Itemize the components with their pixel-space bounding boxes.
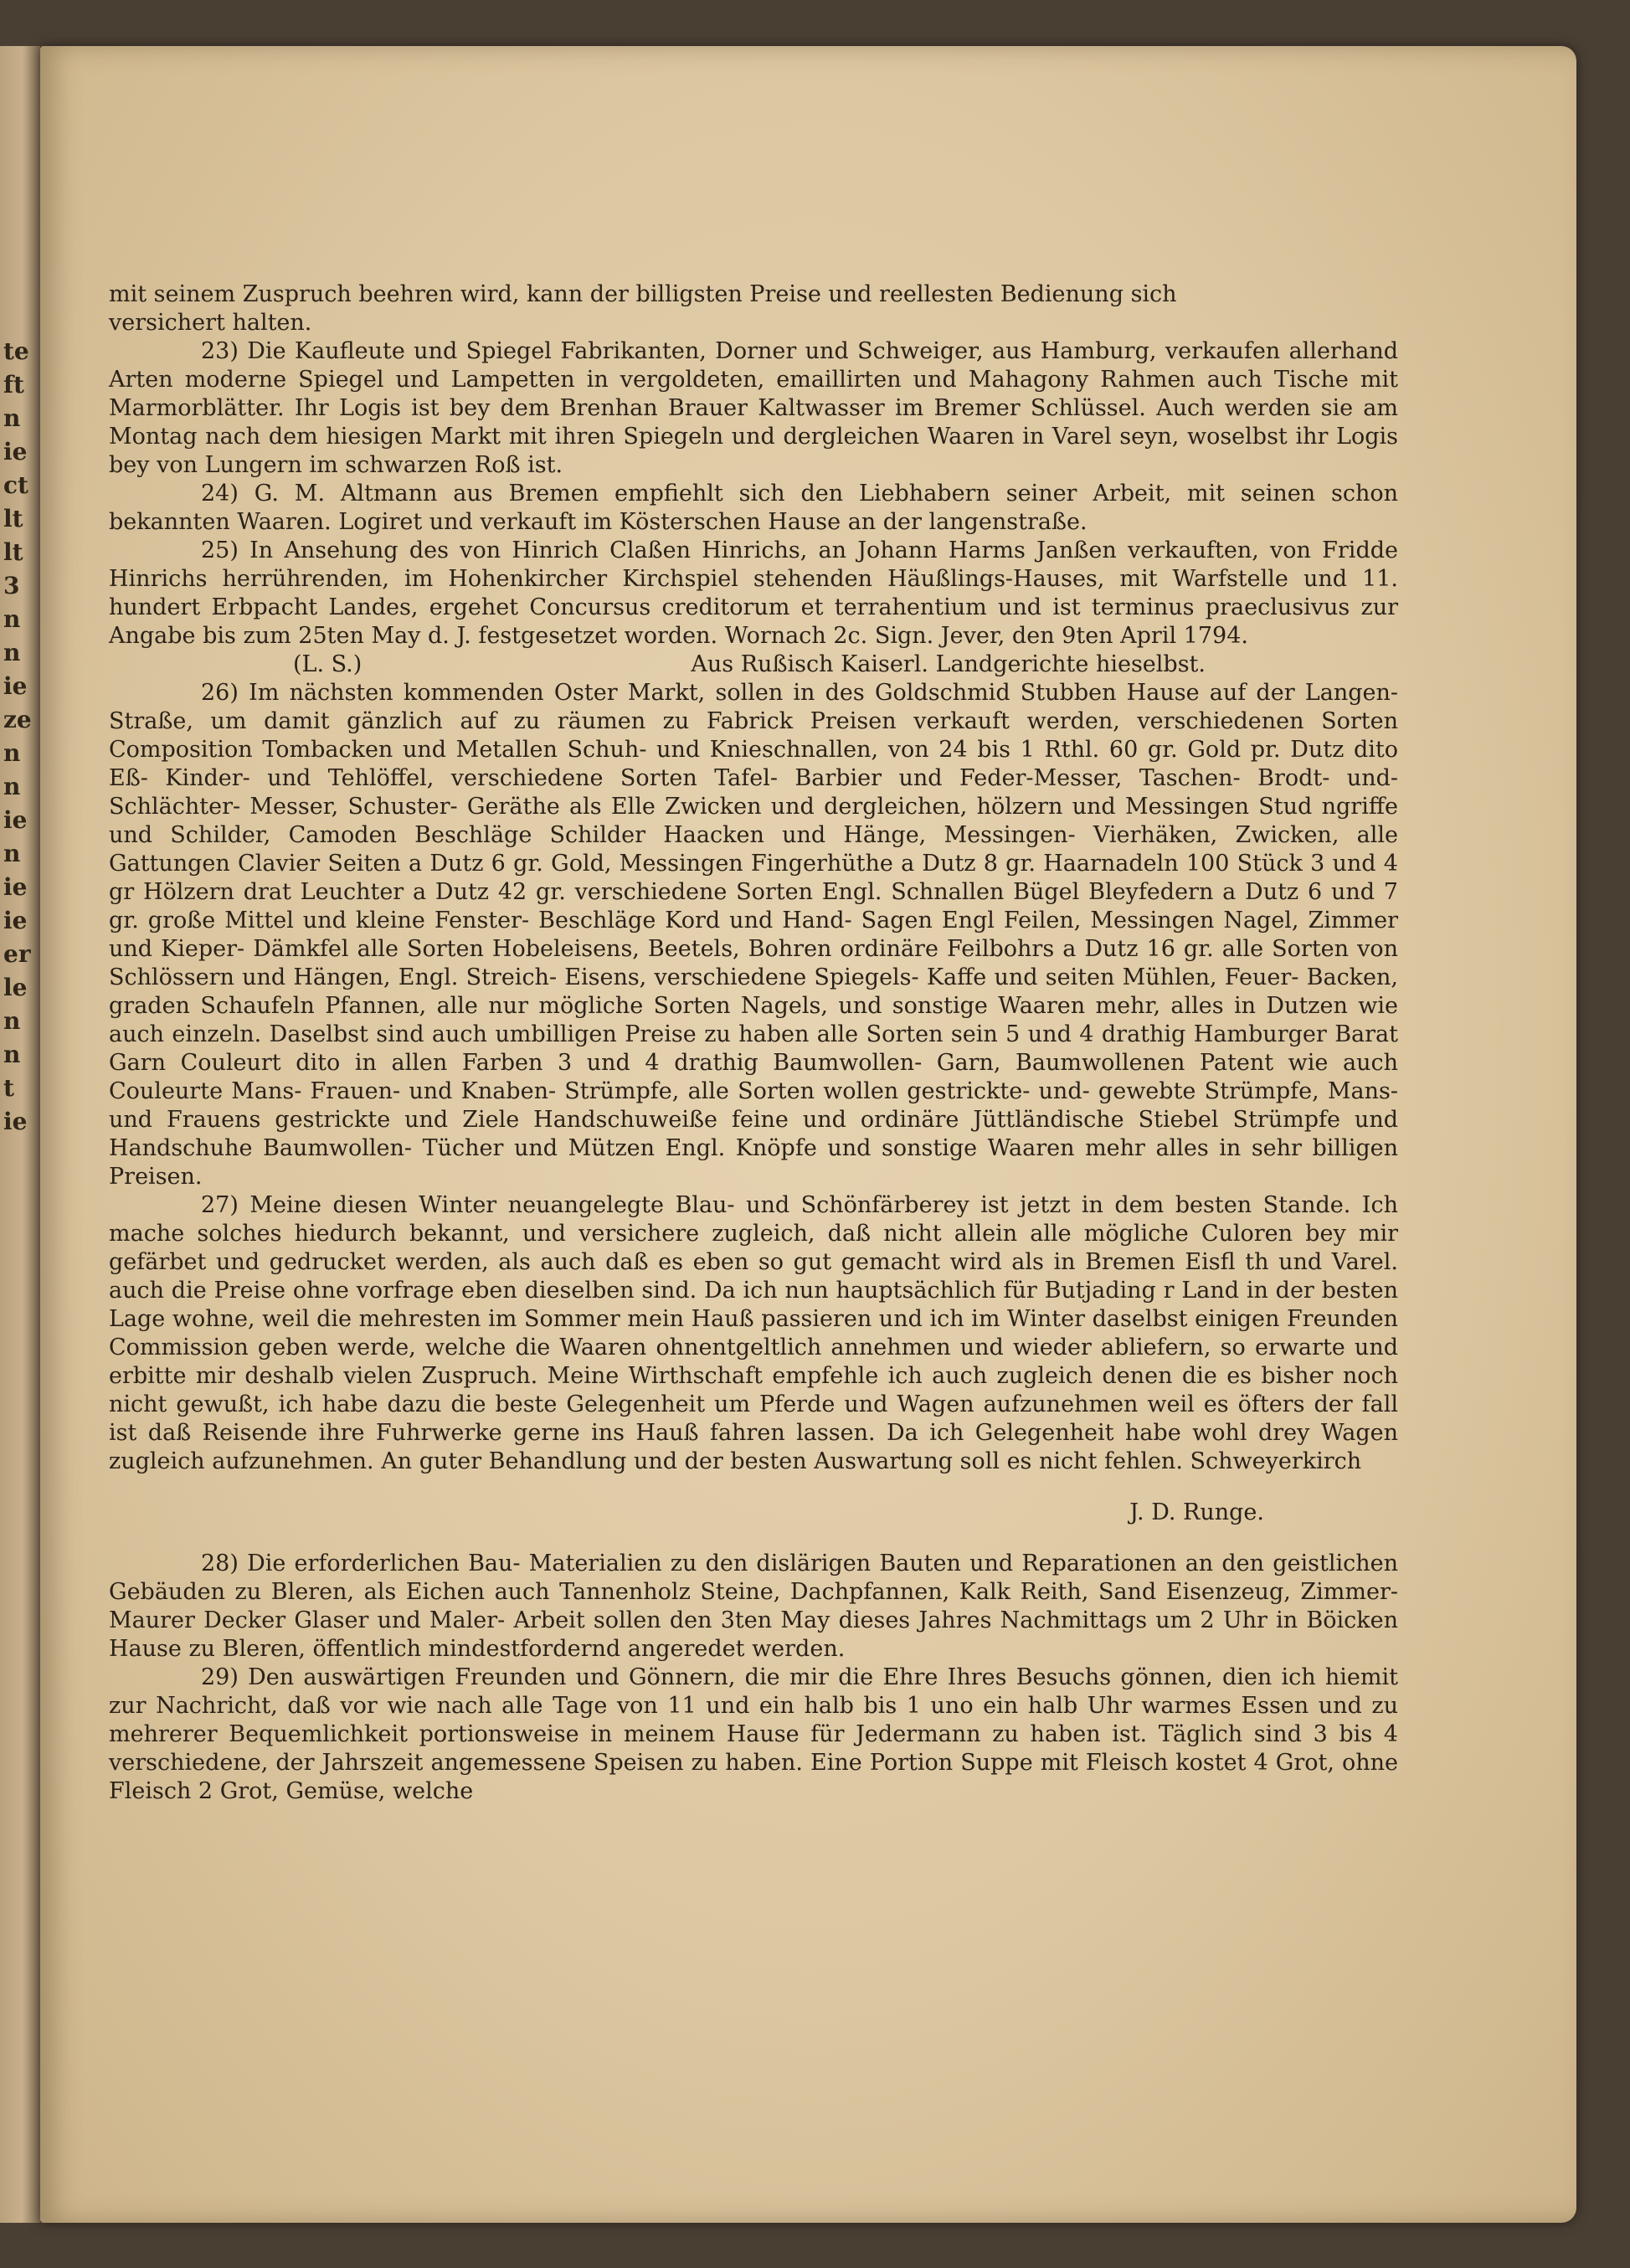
previous-page-fragment: n <box>3 739 21 767</box>
entry-25: 25) In Ansehung des von Hinrich Claßen Hinrichs, an Johann Harms Janßen verkauften, von Fridde Hinrichs herrührenden, im Hohenkircher Kirchspiel stehenden Häußlings-Hauses, mit Warfstelle und 11. hundert Erbpacht Landes, ergehet Concursus creditorum et terrahentium und ist terminus praeclusivus zur Angabe bis zum 25ten May d. J. festgesetzet worden. Wornach 2c. Sign. Jever, den 9ten April 1794. <box>109 537 1398 649</box>
previous-page-fragment: n <box>3 404 21 432</box>
entry-25-signature <box>109 651 1398 679</box>
entry-27: 27) Meine diesen Winter neuangelegte Blau- und Schönfärberey ist jetzt in dem besten Stande. Ich mache solches hiedurch bekannt, und versichere zugleich, daß nicht allein alle mögliche Culoren bey mir gefärbet und gedrucket werden, als auch daß es eben so gut gemacht wird als in Bremen Eisfl th und Varel. auch die Preise ohne vorfrage eben dieselben sind. Da ich nun hauptsächlich für Butjading r Land in der besten Lage wohne, weil die mehresten im Sommer mein Hauß passieren und ich im Winter daselbst einigen Freunden Commission geben werde, welche die Waaren ohnentgeltlich annehmen und wieder abliefern, so erwarte und erbitte mir deshalb vielen Zuspruch. Meine Wirthschaft empfehle ich auch zugleich denen die es bisher noch nicht gewußt, ich habe dazu die beste Gelegenheit um Pferde und Wagen aufzunehmen weil es öfters der fall ist daß Reisende ihre Fuhrwerke gerne ins Hauß fahren lassen. Da ich Gelegenheit habe wohl drey Wagen zugleich aufzunehmen. An guter Behandlung und der besten Auswartung soll es nicht fehlen. Schweyerkirch <box>109 1192 1398 1474</box>
previous-page-fragment: ie <box>3 907 28 934</box>
document-page <box>40 46 1576 2223</box>
previous-page-fragment: n <box>3 605 21 633</box>
court-signature: Aus Rußisch Kaiserl. Landgerichte hieselbst. <box>691 651 1206 677</box>
previous-page-fragment: n <box>3 840 21 867</box>
previous-page-fragment: ie <box>3 672 28 700</box>
previous-page-fragment: ie <box>3 1108 28 1135</box>
previous-page-edge <box>0 46 40 2223</box>
previous-page-fragment: er <box>3 940 31 968</box>
previous-page-fragment: ie <box>3 438 28 465</box>
previous-page-fragment: te <box>3 337 29 365</box>
previous-page-fragment: n <box>3 639 21 666</box>
previous-page-fragment: ie <box>3 806 28 834</box>
continued-line-1: mit seinem Zuspruch beehren wird, kann der billigsten Preise und reellesten Bedienung sich <box>109 281 1177 307</box>
previous-page-fragment: le <box>3 974 28 1001</box>
previous-page-fragment: ie <box>3 873 28 901</box>
previous-page-fragments <box>3 335 37 1139</box>
previous-page-fragment: 3 <box>3 572 20 599</box>
seal-mark: (L. S.) <box>293 651 363 677</box>
continued-line-2: versichert halten. <box>109 310 312 336</box>
previous-page-fragment: ze <box>3 706 32 733</box>
previous-page-fragment: n <box>3 1041 21 1068</box>
previous-page-fragment: ft <box>3 371 24 399</box>
previous-page-fragment: n <box>3 773 21 800</box>
entry-28: 28) Die erforderlichen Bau- Materialien zu den dislärigen Bauten und Reparationen an den geistlichen Gebäuden zu Bleren, als Eichen auch Tannenholz Steine, Dachpfannen, Kalk Reith, Sand Eisenzeug, Zimmer- Maurer Decker Glaser und Maler- Arbeit sollen den 3ten May dieses Jahres Nachmittags um 2 Uhr in Böicken Hause zu Bleren, öffentlich mindestfordernd angeredet werden. <box>109 1551 1398 1662</box>
previous-page-fragment: t <box>3 1074 14 1102</box>
entry-23: 23) Die Kaufleute und Spiegel Fabrikanten, Dorner und Schweiger, aus Hamburg, verkaufen allerhand Arten moderne Spiegel und Lampetten in vergoldeten, emaillirten und Mahagony Rahmen auch Tische mit Marmorblätter. Ihr Logis ist bey dem Brenhan Brauer Kaltwasser im Bremer Schlüssel. Auch werden sie am Montag nach dem hiesigen Markt mit ihren Spiegeln und dergleichen Waaren in Varel seyn, woselbst ihr Logis bey von Lungern im schwarzen Roß ist. <box>109 338 1398 478</box>
entry-24: 24) G. M. Altmann aus Bremen empfiehlt sich den Liebhabern seiner Arbeit, mit seinen schon bekannten Waaren. Logiret und verkauft im Kösterschen Hause an der langenstraße. <box>109 481 1398 535</box>
entry-27-signature: J. D. Runge. <box>1129 1499 1264 1525</box>
previous-page-fragment: lt <box>3 538 23 566</box>
previous-page-fragment: n <box>3 1007 21 1035</box>
entry-26: 26) Im nächsten kommenden Oster Markt, sollen in des Goldschmid Stubben Hause auf der Langen-Straße, um damit gänzlich auf zu räumen zu Fabrick Preisen verkauft werden, verschiedenen Sorten Composition Tombacken und Metallen Schuh- und Knieschnallen, von 24 bis 1 Rthl. 60 gr. Gold pr. Dutz dito Eß- Kinder- und Tehlöffel, verschiedene Sorten Tafel- Barbier und Feder-Messer, Taschen- Brodt- und- Schlächter- Messer, Schuster- Geräthe als Elle Zwicken und dergleichen, hölzern und Messingen Stud ngriffe und Schilder, Camoden Beschläge Schilder Haacken und Hänge, Messingen- Vierhäken, Zwicken, alle Gattungen Clavier Seiten a Dutz 6 gr. Gold, Messingen Fingerhüthe a Dutz 8 gr. Haarnadeln 100 Stück 3 und 4 gr Hölzern drat Leuchter a Dutz 42 gr. verschiedene Sorten Engl. Schnallen Bügel Bleyfedern a Dutz 6 und 7 gr. große Mittel und kleine Fenster- Beschläge Kord und Hand- Sagen Engl Feilen, Messingen Nagel, Zimmer und Kieper- Dämkfel alle Sorten Hobeleisens, Beetels, Bohren ordinäre Feilbohrs a Dutz 16 gr. alle Sorten von Schlössern und Hängen, Engl. Streich- Eisens, verschiedene Spiegels- Kaffe und seiten Mühlen, Feuer- Backen, graden Schaufeln Pfannen, alle nur mögliche Sorten Nagels, und sonstige Waaren mehr, alles in Dutzen wie auch einzeln. Daselbst sind auch umbilligen Preise zu haben alle Sorten sein 5 und 4 drathig Hamburger Barat Garn Couleurt dito in allen Farben 3 und 4 drathig Baumwollen- Garn, Baumwollenen Patent wie auch Couleurte Mans- Frauen- und Knaben- Strümpfe, alle Sorten wollen gestrickte- und- gewebte Strümpfe, Mans- und Frauens gestrickte und Ziele Handschuweiße feine und ordinäre Jüttländische Stiebel Strümpfe und Handschuhe Baumwollen- Tücher und Mützen Engl. Knöpfe und sonstige Waaren mehr alles in sehr billigen Preisen. <box>109 680 1398 1190</box>
page-text <box>109 280 1398 1806</box>
previous-page-fragment: ct <box>3 471 28 499</box>
entry-29: 29) Den auswärtigen Freunden und Gönnern, die mir die Ehre Ihres Besuchs gönnen, dien ich hiemit zur Nachricht, daß vor wie nach alle Tage von 11 und ein halb bis 1 uno ein halb Uhr warmes Essen und zu mehrerer Bequemlichkeit portionsweise in meinem Hause für Jedermann zu haben ist. Täglich sind 3 bis 4 verschiedene, der Jahrszeit angemessene Speisen zu haben. Eine Portion Suppe mit Fleisch kostet 4 Grot, ohne Fleisch 2 Grot, Gemüse, welche <box>109 1664 1398 1804</box>
previous-page-fragment: lt <box>3 505 23 532</box>
